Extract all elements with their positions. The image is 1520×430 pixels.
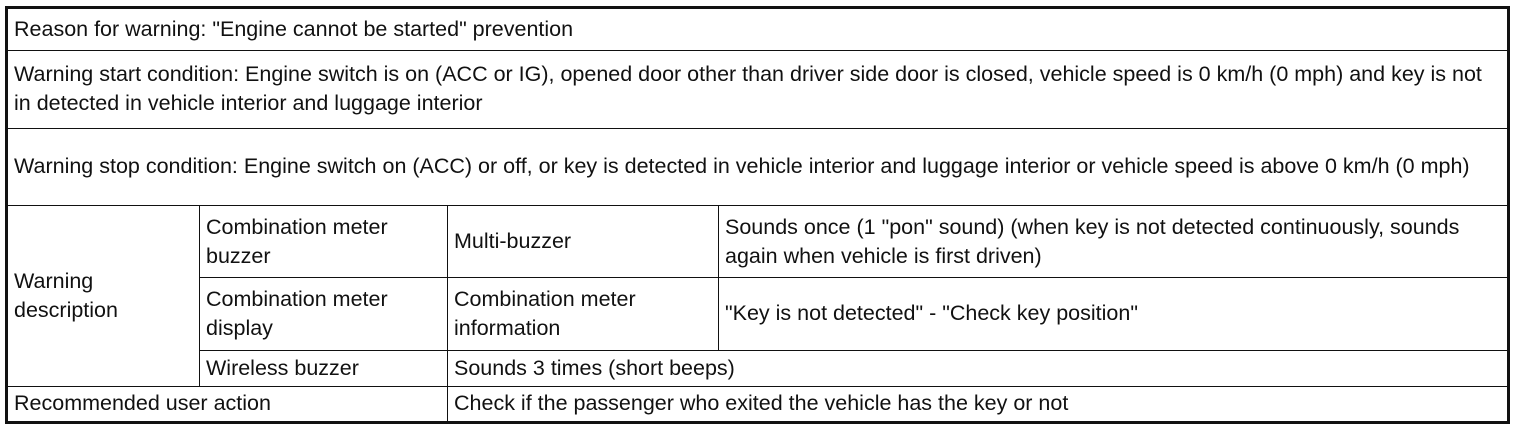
meter-display-row [7,278,1509,350]
start-condition-cell: Warning start condition: Engine switch is on (ACC or IG), opened door other than driver side door is closed, vehicle speed is 0 km/h (0 mph) and key is not in detected in vehicle interior and luggage interior [7,51,1509,128]
recommended-action-row [7,386,1509,422]
wireless-buzzer-detail: Sounds 3 times (short beeps) [448,350,1509,386]
reason-cell: Reason for warning: "Engine cannot be started" prevention [7,8,1509,51]
start-condition-row [7,51,1509,128]
wireless-buzzer-device: Wireless buzzer [200,350,448,386]
warning-table [5,6,1510,424]
warning-description-label: Warning description [7,205,200,386]
meter-buzzer-device: Combination meter buzzer [200,205,448,277]
meter-display-detail: "Key is not detected" - "Check key position" [719,278,1509,350]
recommended-action-label: Recommended user action [7,386,448,422]
stop-condition-row [7,128,1509,205]
wireless-buzzer-row [7,350,1509,386]
meter-buzzer-detail: Sounds once (1 "pon" sound) (when key is not detected continuously, sounds again when vehicle is first driven) [719,205,1509,277]
reason-row [7,8,1509,51]
meter-buzzer-type: Multi-buzzer [448,205,719,277]
meter-display-type: Combination meter information [448,278,719,350]
recommended-action-value: Check if the passenger who exited the vehicle has the key or not [448,386,1509,422]
stop-condition-cell: Warning stop condition: Engine switch on (ACC) or off, or key is detected in vehicle interior and luggage interior or vehicle speed is above 0 km/h (0 mph) [7,128,1509,205]
meter-display-device: Combination meter display [200,278,448,350]
meter-buzzer-row [7,205,1509,277]
